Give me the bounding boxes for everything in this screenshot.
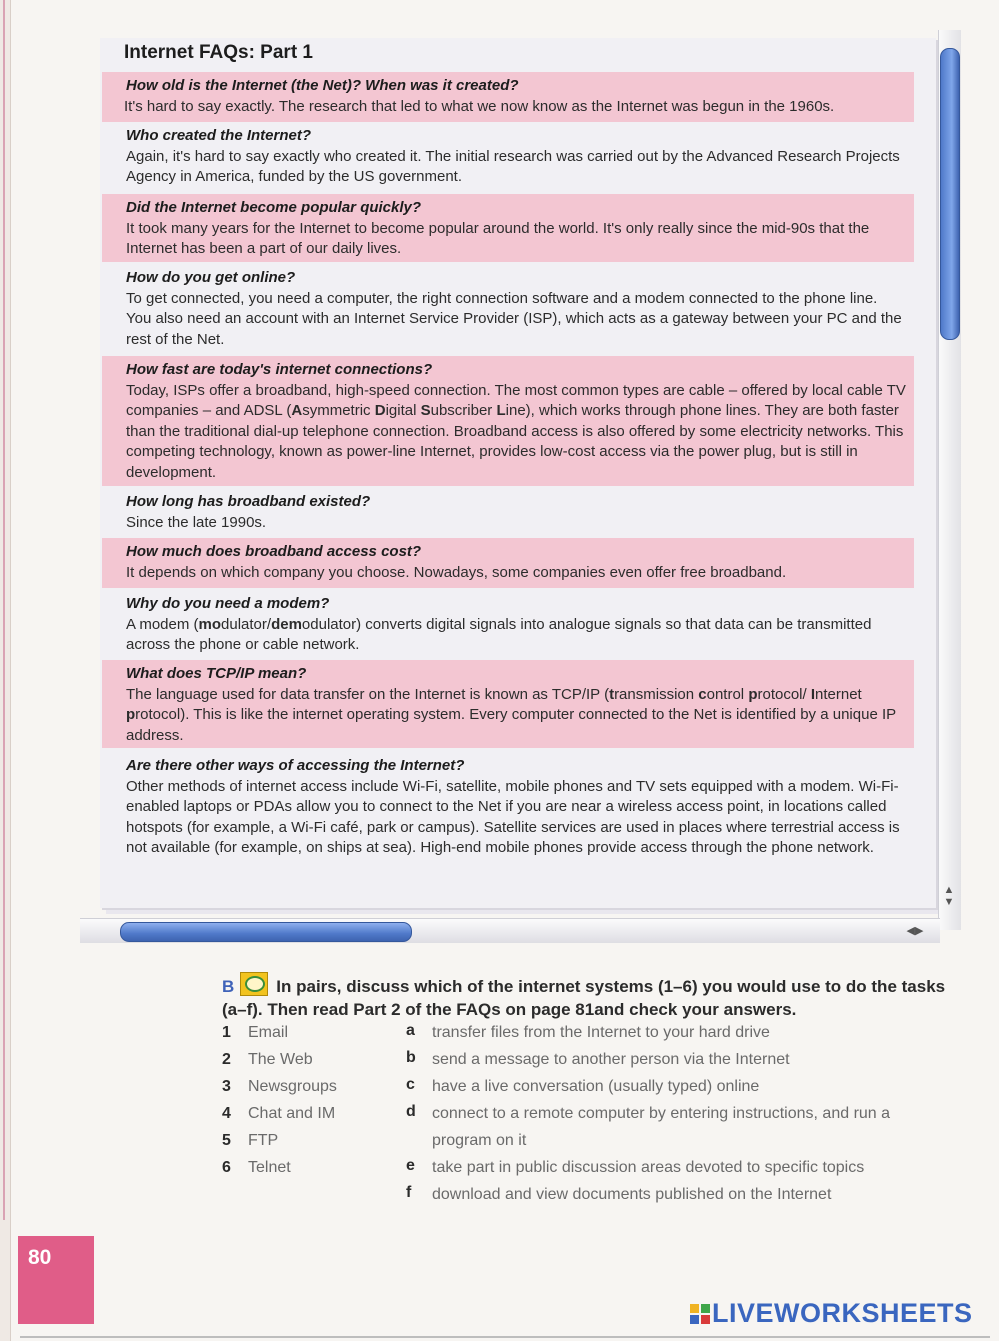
system-number: 4 (222, 1105, 231, 1122)
speech-bubble-icon (240, 972, 268, 996)
task-letter: d (406, 1103, 416, 1120)
exercise-letter: B (222, 977, 235, 996)
system-label: Newsgroups (248, 1078, 337, 1095)
system-label: FTP (248, 1132, 279, 1149)
answer-emphasis: S (420, 402, 431, 419)
brand-name: LIVEWORKSHEETS (712, 1298, 973, 1328)
task-letter: e (406, 1157, 415, 1174)
answer-text: symmetric (302, 402, 375, 419)
answer-emphasis: I (810, 685, 816, 703)
task-label: send a message to another person via the Internet (432, 1051, 790, 1068)
horizontal-scroll-thumb[interactable] (120, 922, 412, 942)
page-edge (0, 0, 11, 1341)
vertical-scroll-arrows[interactable] (940, 884, 958, 912)
scroll-right-icon[interactable]: ▶ (915, 925, 924, 937)
vertical-scroll-thumb[interactable] (940, 48, 960, 340)
answer-text: ransmission (614, 685, 699, 703)
faq-answer (126, 381, 906, 484)
faq-answer: To get connected, you need a computer, the right connection software and a modem connected to the phone line. You also need an account with an Internet Service Provider (ISP), which acts as a gateway between your PC and the rest of the Net. (126, 289, 902, 348)
faq-item (102, 538, 914, 588)
faq-question: Who created the Internet? (126, 127, 312, 144)
answer-text: , which works through phone lines. They are both faster than the traditional dial-up telephone connection. Broadband access is also offered by some electricity networks. This competing technology, known as power-line Internet, provides low-cost access via the power plug, but is still in development. (126, 402, 904, 481)
answer-text: A modem ( (126, 615, 199, 633)
faq-title: Internet FAQs: Part 1 (124, 42, 313, 63)
brand-logo (690, 1298, 973, 1329)
faq-item (102, 356, 914, 486)
system-label: Telnet (248, 1159, 291, 1176)
brand-icon (690, 1304, 710, 1324)
task-letter: b (406, 1049, 416, 1066)
faq-item (102, 264, 914, 354)
faq-item (102, 488, 914, 536)
exercise-b (222, 972, 962, 1021)
faq-answer: Other methods of internet access include Wi-Fi, satellite, mobile phones and TV sets equipped with a modem. Wi-Fi-enabled laptops or PDAs allow you to connect to the Net if you are near a wireless access point, in locations called hotspots (for example, a Wi-Fi café, park or campus). Satellite services are used in places where terrestrial access is not available (for example, on ships at sea). High-end mobile phones provide access through the phone network. (126, 777, 900, 856)
answer-text: ubscriber (430, 402, 497, 419)
answer-emphasis: p (126, 706, 136, 723)
answer-emphasis: t (609, 685, 615, 703)
faq-question: How do you get online? (126, 269, 296, 286)
faq-item (102, 194, 914, 262)
answer-emphasis: D (374, 402, 386, 419)
task-letter: a (406, 1022, 415, 1039)
answer-text: The language used for data transfer on the Internet is known as TCP/IP ( (126, 685, 610, 703)
faq-question: How long has broadband existed? (126, 493, 371, 510)
answer-text: Today, ISPs offer a broadband, high-speed connection. The most common types are cable – offered by local cable TV companies – and ADSL ( (126, 381, 906, 419)
exercise-instruction (222, 972, 962, 1021)
faq-item (102, 72, 914, 122)
faq-question: How old is the Internet (the Net)? When was it created? (126, 77, 519, 94)
answer-text: rotocol). This is like the internet operating system. Every computer connected to the Net is identified by a unique IP address. (126, 706, 896, 744)
answer-text: odulator) converts digital signals into analogue signals so that data can be transmitted across the phone or cable network. (126, 615, 872, 653)
answer-emphasis: L (496, 402, 506, 419)
task-label: download and view documents published on the Internet (432, 1186, 832, 1203)
answer-emphasis: c (698, 685, 707, 703)
answer-text: ine) (505, 402, 531, 419)
task-label-continued: program on it (432, 1132, 527, 1149)
faq-item (102, 122, 914, 192)
margin-line (3, 0, 5, 1220)
faq-question: Are there other ways of accessing the Internet? (126, 757, 465, 774)
task-label: take part in public discussion areas devoted to specific topics (432, 1159, 865, 1176)
faq-window (80, 16, 968, 946)
system-number: 6 (222, 1159, 231, 1176)
answer-emphasis: dem (271, 615, 302, 633)
faq-answer (126, 615, 906, 656)
answer-text: igital (385, 402, 421, 419)
scroll-left-icon[interactable]: ◀ (906, 925, 915, 937)
system-label: Chat and IM (248, 1105, 336, 1122)
faq-answer: Since the late 1990s. (126, 513, 267, 531)
answer-text: dulator/ (221, 615, 272, 633)
horizontal-scroll-arrows[interactable] (900, 922, 930, 940)
system-label: Email (248, 1024, 289, 1041)
page-number: 80 (28, 1246, 52, 1269)
faq-answer: It's hard to say exactly. The research that led to what we now know as the Internet was begun in the 1960s. (124, 97, 835, 115)
faq-item (102, 590, 914, 658)
system-label: The Web (248, 1051, 313, 1068)
answer-text: rotocol/ (757, 685, 811, 703)
system-number: 2 (222, 1051, 231, 1068)
task-letter: f (406, 1184, 412, 1201)
task-letter: c (406, 1076, 415, 1093)
scroll-down-icon[interactable]: ▼ (943, 896, 955, 908)
faq-item (102, 752, 914, 882)
faq-answer: It depends on which company you choose. Nowadays, some companies even offer free broadband. (126, 563, 787, 581)
answer-emphasis: mo (198, 615, 222, 633)
faq-question: How much does broadband access cost? (126, 543, 422, 560)
system-number: 3 (222, 1078, 231, 1095)
faq-question: What does TCP/IP mean? (126, 665, 307, 682)
faq-answer (126, 685, 906, 747)
faq-item (102, 660, 914, 748)
answer-emphasis: A (291, 402, 303, 419)
scroll-up-icon[interactable]: ▲ (943, 884, 955, 896)
task-label: have a live conversation (usually typed) online (432, 1078, 760, 1095)
answer-emphasis: p (748, 685, 758, 703)
bottom-rule (20, 1336, 990, 1338)
answer-text: nternet (815, 685, 862, 703)
faq-question: How fast are today's internet connections? (126, 361, 433, 378)
task-label: connect to a remote computer by entering instructions, and run a (432, 1105, 891, 1122)
faq-question: Why do you need a modem? (126, 595, 330, 612)
task-label: transfer files from the Internet to your hard drive (432, 1024, 770, 1041)
instruction-text: In pairs, discuss which of the internet systems (1–6) you would use to do the tasks (a–f). Then read Part 2 of the FAQs on page 81and check your answers. (222, 977, 946, 1019)
faq-question: Did the Internet become popular quickly? (126, 199, 422, 216)
answer-text: ontrol (706, 685, 749, 703)
faq-answer: Again, it's hard to say exactly who created it. The initial research was carried out by the Advanced Research Projects Agency in America, funded by the US government. (126, 147, 900, 185)
faq-answer: It took many years for the Internet to become popular around the world. It's only really since the mid-90s that the Internet has been a part of our daily lives. (126, 219, 870, 257)
system-number: 1 (222, 1024, 231, 1041)
system-number: 5 (222, 1132, 231, 1149)
